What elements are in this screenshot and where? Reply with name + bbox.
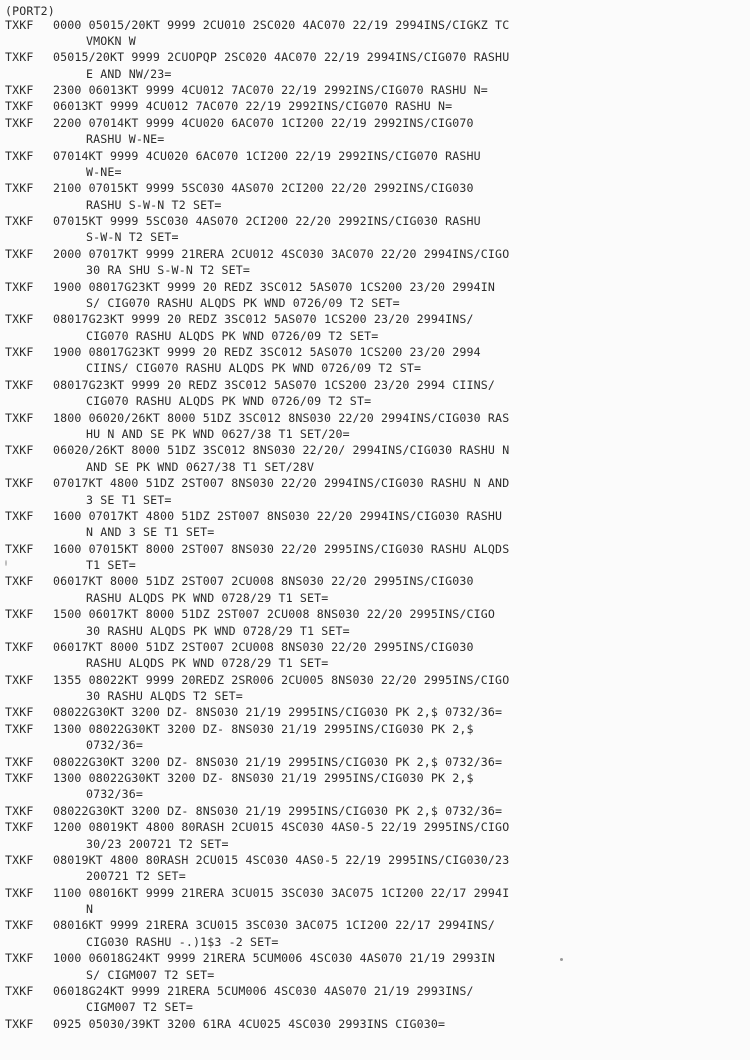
report-line-continuation: 3 SE T1 SET= (86, 492, 172, 507)
report-line-continuation: CIG070 RASHU ALQDS PK WND 0726/09 T2 SET= (86, 328, 379, 343)
station-label: TXKF (5, 639, 34, 654)
report-line: 1900 08017G23KT 9999 20 REDZ 3SC012 5AS070 1CS200 23/20 2994 (53, 345, 481, 360)
station-label: TXKF (5, 721, 34, 736)
station-label: TXKF (5, 918, 34, 933)
report-line-continuation: VMOKN W (86, 33, 136, 48)
station-label: TXKF (5, 410, 34, 425)
report-line-continuation: N AND 3 SE T1 SET= (86, 525, 215, 540)
report-line-continuation: 30 RASHU ALQDS PK WND 0728/29 T1 SET= (86, 623, 350, 638)
report-line-continuation: W-NE= (86, 164, 122, 179)
station-label: TXKF (5, 345, 34, 360)
report-line: 08022G30KT 3200 DZ- 8NS030 21/19 2995INS/CIG030 PK 2,$ 0732/36= (53, 754, 503, 769)
report-line-continuation: CIINS/ CIG070 RASHU ALQDS PK WND 0726/09 T2 ST= (86, 361, 422, 376)
report-line: 08019KT 4800 80RASH 2CU015 4SC030 4AS0-5 22/19 2995INS/CIG030/23 (53, 852, 510, 867)
report-line: 07017KT 4800 51DZ 2ST007 8NS030 22/20 2994INS/CIG030 RASHU N AND (53, 476, 510, 491)
document-header: (PORT2) (5, 4, 55, 18)
station-label: TXKF (5, 50, 34, 65)
report-line-continuation: RASHU ALQDS PK WND 0728/29 T1 SET= (86, 590, 329, 605)
report-line: 1100 08016KT 9999 21RERA 3CU015 3SC030 3AC075 1CI200 22/17 2994I (53, 885, 510, 900)
report-line-continuation: S-W-N T2 SET= (86, 230, 179, 245)
report-line: 05015/20KT 9999 2CUOPQP 2SC020 4AC070 22/19 2994INS/CIG070 RASHU (53, 50, 510, 65)
report-line-continuation: CIG070 RASHU ALQDS PK WND 0726/09 T2 ST= (86, 394, 372, 409)
station-label: TXKF (5, 181, 34, 196)
station-label: TXKF (5, 820, 34, 835)
station-label: TXKF (5, 115, 34, 130)
report-line: 08022G30KT 3200 DZ- 8NS030 21/19 2995INS/CIG030 PK 2,$ 0732/36= (53, 803, 503, 818)
report-line: 07014KT 9999 4CU020 6AC070 1CI200 22/19 2992INS/CIG070 RASHU (53, 148, 481, 163)
report-line: 1300 08022G30KT 3200 DZ- 8NS030 21/19 2995INS/CIG030 PK 2,$ (53, 770, 474, 785)
scan-speck (560, 958, 563, 961)
report-line: 06013KT 9999 4CU012 7AC070 22/19 2992INS/CIG070 RASHU N= (53, 99, 453, 114)
station-label: TXKF (5, 803, 34, 818)
report-line-continuation: CIG030 RASHU -.)1$3 -2 SET= (86, 934, 279, 949)
station-label: TXKF (5, 476, 34, 491)
report-line: 07015KT 9999 5SC030 4AS070 2CI200 22/20 2992INS/CIG030 RASHU (53, 214, 481, 229)
station-label: TXKF (5, 607, 34, 622)
report-line-continuation: 30 RASHU ALQDS T2 SET= (86, 689, 243, 704)
report-line-continuation: CIGM007 T2 SET= (86, 1000, 193, 1015)
report-line: 1800 06020/26KT 8000 51DZ 3SC012 8NS030 22/20 2994INS/CIG030 RAS (53, 410, 510, 425)
report-line: 1900 08017G23KT 9999 20 REDZ 3SC012 5AS070 1CS200 23/20 2994IN (53, 279, 496, 294)
station-label: TXKF (5, 214, 34, 229)
report-line: 06017KT 8000 51DZ 2ST007 2CU008 8NS030 22/20 2995INS/CIG030 (53, 639, 474, 654)
report-line-continuation: AND SE PK WND 0627/38 T1 SET/28V (86, 459, 315, 474)
report-line: 2100 07015KT 9999 5SC030 4AS070 2CI200 22/20 2992INS/CIG030 (53, 181, 474, 196)
report-line: 2000 07017KT 9999 21RERA 2CU012 4SC030 3AC070 22/20 2994INS/CIGO (53, 246, 510, 261)
report-line-continuation: RASHU ALQDS PK WND 0728/29 T1 SET= (86, 656, 329, 671)
station-label: TXKF (5, 99, 34, 114)
report-line-continuation: 30 RA SHU S-W-N T2 SET= (86, 263, 250, 278)
report-line: 1355 08022KT 9999 20REDZ 2SR006 2CU005 8NS030 22/20 2995INS/CIGO (53, 672, 510, 687)
station-label: TXKF (5, 279, 34, 294)
report-line-continuation: RASHU S-W-N T2 SET= (86, 197, 222, 212)
report-line: 08022G30KT 3200 DZ- 8NS030 21/19 2995INS/CIG030 PK 2,$ 0732/36= (53, 705, 503, 720)
station-label: TXKF (5, 508, 34, 523)
scan-speck (5, 560, 7, 566)
report-line-continuation: E AND NW/23= (86, 66, 172, 81)
report-line-continuation: S/ CIGM007 T2 SET= (86, 967, 215, 982)
station-label: TXKF (5, 246, 34, 261)
report-line: 1300 08022G30KT 3200 DZ- 8NS030 21/19 2995INS/CIG030 PK 2,$ (53, 721, 474, 736)
station-label: TXKF (5, 770, 34, 785)
station-label: TXKF (5, 885, 34, 900)
report-line: 1000 06018G24KT 9999 21RERA 5CUM006 4SC030 4AS070 21/19 2993IN (53, 951, 496, 966)
report-line: 2200 07014KT 9999 4CU020 6AC070 1CI200 22/19 2992INS/CIG070 (53, 115, 474, 130)
station-label: TXKF (5, 312, 34, 327)
station-label: TXKF (5, 541, 34, 556)
report-line: 2300 06013KT 9999 4CU012 7AC070 22/19 2992INS/CIG070 RASHU N= (53, 83, 488, 98)
report-line: 06018G24KT 9999 21RERA 5CUM006 4SC030 4AS070 21/19 2993INS/ (53, 983, 474, 998)
report-line: 1200 08019KT 4800 80RASH 2CU015 4SC030 4AS0-5 22/19 2995INS/CIGO (53, 820, 510, 835)
report-line: 08017G23KT 9999 20 REDZ 3SC012 5AS070 1CS200 23/20 2994 CIINS/ (53, 377, 496, 392)
report-line-continuation: 0732/36= (86, 787, 144, 802)
station-label: TXKF (5, 574, 34, 589)
report-line: 0000 05015/20KT 9999 2CU010 2SC020 4AC070 22/19 2994INS/CIGKZ TC (53, 17, 510, 32)
station-label: TXKF (5, 148, 34, 163)
report-line-continuation: 0732/36= (86, 738, 144, 753)
report-line: 08016KT 9999 21RERA 3CU015 3SC030 3AC075 1CI200 22/17 2994INS/ (53, 918, 496, 933)
report-line-continuation: 30/23 200721 T2 SET= (86, 836, 229, 851)
report-line-continuation: S/ CIG070 RASHU ALQDS PK WND 0726/09 T2 SET= (86, 295, 400, 310)
report-line: 1600 07017KT 4800 51DZ 2ST007 8NS030 22/20 2994INS/CIG030 RASHU (53, 508, 503, 523)
report-line: 0925 05030/39KT 3200 61RA 4CU025 4SC030 2993INS CIG030= (53, 1016, 446, 1031)
report-line-continuation: HU N AND SE PK WND 0627/38 T1 SET/20= (86, 427, 350, 441)
station-label: TXKF (5, 951, 34, 966)
station-label: TXKF (5, 983, 34, 998)
station-label: TXKF (5, 672, 34, 687)
station-label: TXKF (5, 17, 34, 32)
report-line: 08017G23KT 9999 20 REDZ 3SC012 5AS070 1CS200 23/20 2994INS/ (53, 312, 474, 327)
station-label: TXKF (5, 443, 34, 458)
report-line: 1600 07015KT 8000 2ST007 8NS030 22/20 2995INS/CIG030 RASHU ALQDS (53, 541, 510, 556)
report-line: 06020/26KT 8000 51DZ 3SC012 8NS030 22/20/ 2994INS/CIG030 RASHU N (53, 443, 510, 458)
station-label: TXKF (5, 754, 34, 769)
report-line-continuation: N (86, 902, 94, 917)
station-label: TXKF (5, 852, 34, 867)
report-line: 06017KT 8000 51DZ 2ST007 2CU008 8NS030 22/20 2995INS/CIG030 (53, 574, 474, 589)
report-line-continuation: RASHU W-NE= (86, 132, 165, 147)
station-label: TXKF (5, 83, 34, 98)
station-label: TXKF (5, 377, 34, 392)
station-label: TXKF (5, 1016, 34, 1031)
report-line-continuation: 200721 T2 SET= (86, 869, 186, 884)
report-line-continuation: T1 SET= (86, 558, 136, 573)
station-label: TXKF (5, 705, 34, 720)
report-line: 1500 06017KT 8000 51DZ 2ST007 2CU008 8NS030 22/20 2995INS/CIGO (53, 607, 496, 622)
